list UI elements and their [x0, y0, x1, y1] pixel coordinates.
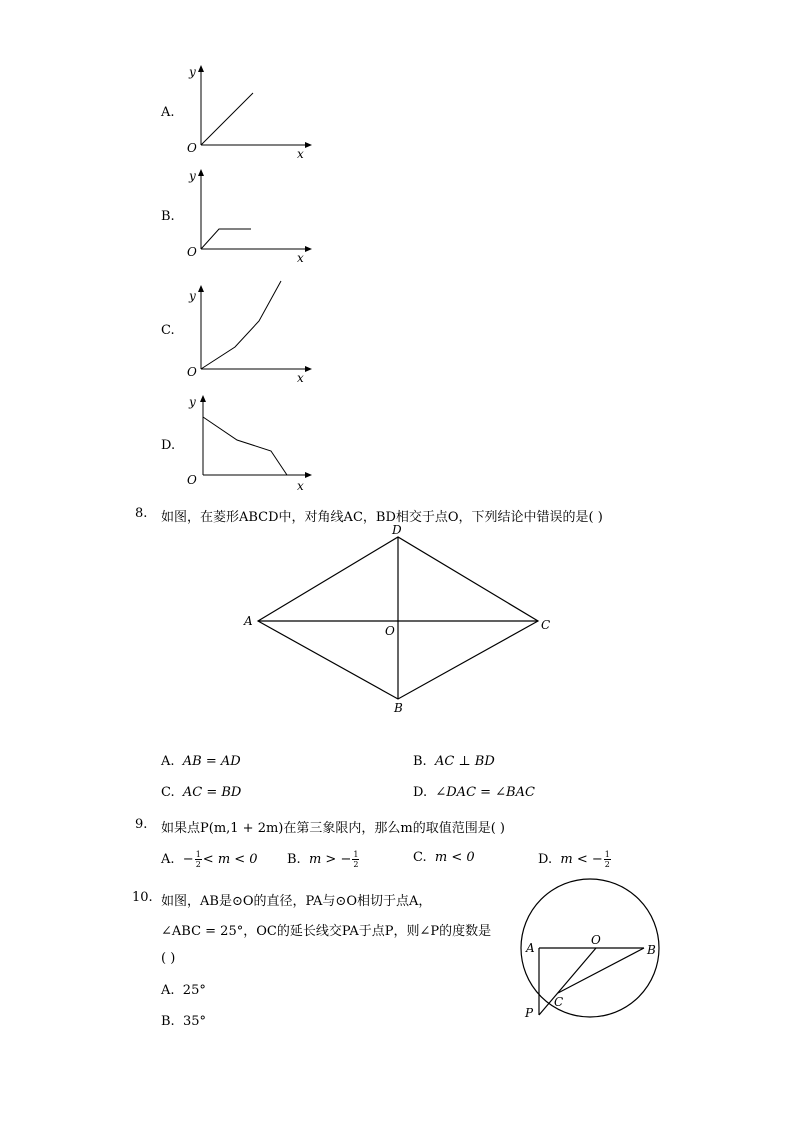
- vertex-label-d: D: [392, 523, 402, 537]
- q9-option-c: [413, 850, 475, 865]
- point-label-p: P: [525, 1006, 534, 1020]
- q9-option-a: [161, 850, 258, 869]
- q10-option-a: [161, 983, 206, 998]
- q10-option-b: [161, 1014, 206, 1029]
- vertex-label-a: A: [244, 614, 253, 628]
- option-text: ∠DAC = ∠BAC: [435, 785, 535, 800]
- fraction: $\frac{1}{2}$: [195, 850, 201, 869]
- rhombus-figure: [240, 523, 560, 715]
- q10-number: 10.: [132, 890, 153, 905]
- option-label: C.: [413, 850, 427, 865]
- q9-number: 9.: [135, 817, 148, 832]
- fraction: $\frac{1}{2}$: [353, 850, 359, 869]
- option-text: AC ⊥ BD: [434, 754, 495, 769]
- option-label: B.: [287, 852, 301, 867]
- q8-option-c: [161, 785, 241, 800]
- option-text: AC = BD: [182, 785, 242, 800]
- y-axis-label: y: [189, 289, 196, 303]
- option-suffix: < m < 0: [202, 852, 258, 867]
- x-axis-label: x: [297, 479, 304, 493]
- y-axis-label: y: [189, 65, 196, 79]
- option-label: A.: [161, 754, 175, 769]
- graph-a: [185, 62, 325, 162]
- x-axis-label: x: [297, 147, 304, 161]
- option-label: D.: [413, 785, 428, 800]
- graph-b: [185, 166, 325, 266]
- q8-option-a: [161, 754, 241, 769]
- q10-line2: ∠ABC = 25°，OC的延长线交PA于点P，则∠P的度数是: [161, 924, 492, 939]
- option-label: C.: [161, 785, 175, 800]
- point-label-c: C: [554, 995, 564, 1009]
- vertex-label-c: C: [541, 618, 551, 632]
- point-label-a: A: [526, 941, 535, 955]
- option-prefix: m < −: [560, 852, 603, 867]
- q10-line3: ( ): [161, 951, 176, 966]
- option-label: D.: [538, 852, 553, 867]
- origin-label: O: [187, 245, 197, 259]
- origin-label: O: [187, 365, 197, 379]
- q9-option-d: [538, 850, 612, 869]
- graph-d: [185, 394, 325, 494]
- graph-c: [185, 276, 325, 386]
- option-label: B.: [161, 1014, 175, 1029]
- option-label: D.: [161, 438, 176, 453]
- q10-line1: 如图，AB是⊙O的直径，PA与⊙O相切于点A，: [161, 894, 432, 909]
- x-axis-label: x: [297, 371, 304, 385]
- circle-tangent-figure: [520, 878, 670, 1028]
- option-label: A.: [161, 852, 175, 867]
- option-prefix: −: [182, 852, 194, 867]
- point-label-o: O: [591, 933, 601, 947]
- x-axis-label: x: [297, 251, 304, 265]
- origin-label: O: [187, 141, 197, 155]
- option-label: C.: [161, 323, 175, 338]
- option-text: AB = AD: [182, 754, 241, 769]
- fraction: $\frac{1}{2}$: [604, 850, 610, 869]
- center-label-o: O: [385, 624, 395, 638]
- q8-option-d: [413, 785, 535, 800]
- option-label: A.: [161, 983, 175, 998]
- option-label: A.: [161, 105, 175, 120]
- point-label-b: B: [647, 943, 656, 957]
- q8-stem: 如图，在菱形ABCD中，对角线AC，BD相交于点O，下列结论中错误的是( ): [161, 510, 603, 525]
- y-axis-label: y: [189, 169, 196, 183]
- option-text: 35°: [182, 1014, 206, 1029]
- option-label: B.: [413, 754, 427, 769]
- option-label: B.: [161, 209, 175, 224]
- q8-option-b: [413, 754, 495, 769]
- vertex-label-b: B: [394, 701, 403, 715]
- q8-number: 8.: [135, 506, 148, 521]
- option-text: 25°: [182, 983, 206, 998]
- q9-option-b: [287, 850, 360, 869]
- q9-stem: 如果点P(m,1 + 2m)在第三象限内，那么m的取值范围是( ): [161, 821, 505, 836]
- option-prefix: m > −: [308, 852, 352, 867]
- option-text: m < 0: [434, 850, 475, 865]
- origin-label: O: [187, 473, 197, 487]
- y-axis-label: y: [189, 395, 196, 409]
